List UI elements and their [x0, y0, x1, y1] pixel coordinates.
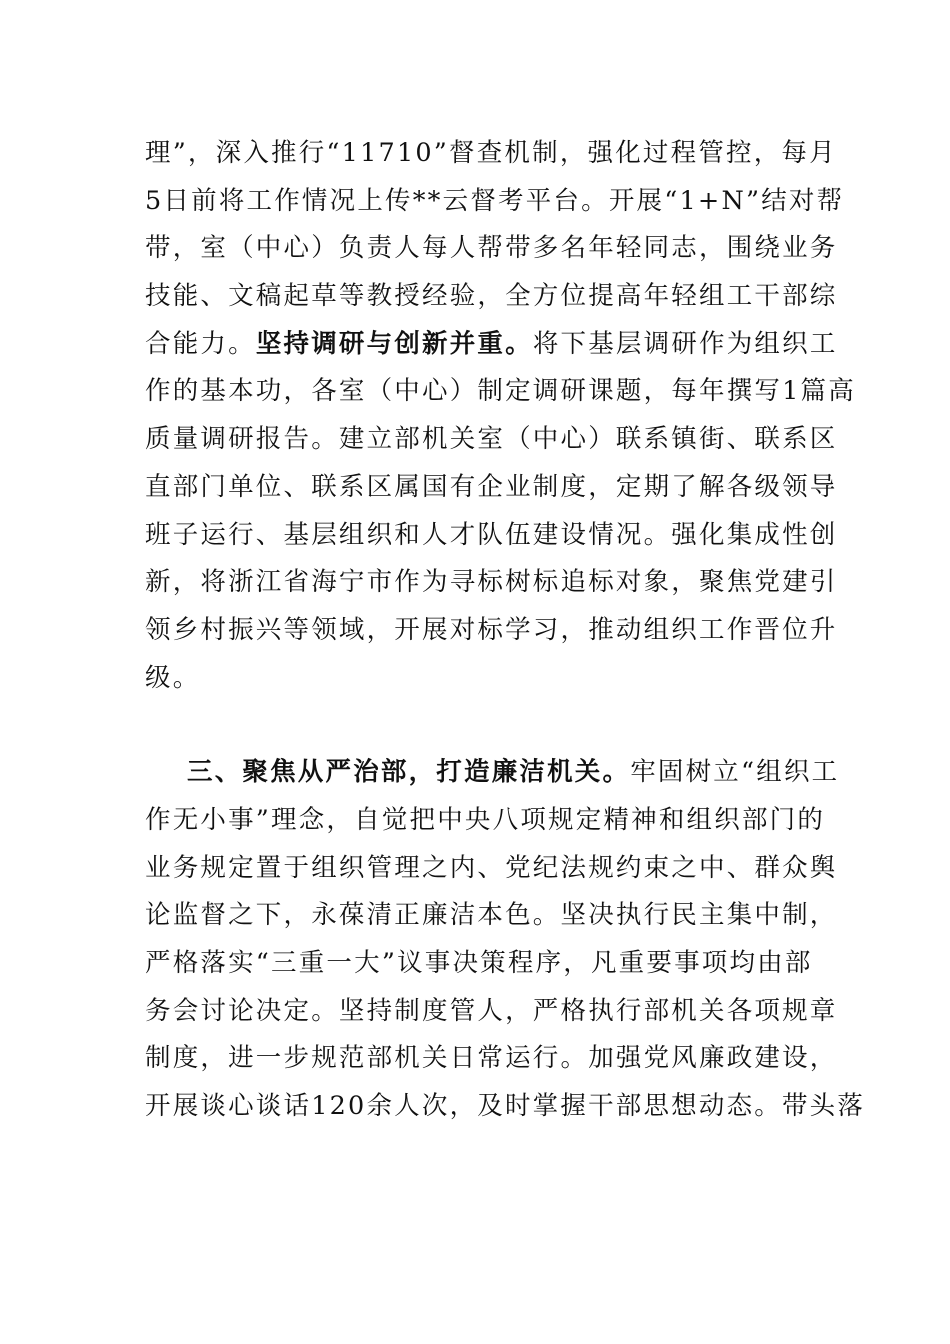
text-line	[145, 130, 837, 178]
body-text-segment: 制度，进一步规范部机关日常运行。加强党风廉政建设，	[145, 1043, 838, 1074]
body-text-segment: 技能、文稿起草等教授经验，全方位提高年轻组工干部综	[145, 281, 838, 312]
body-text-segment: 作的基本功，各室（中心）制定调研课题，每年撰写1篇高	[145, 376, 856, 407]
body-text-segment: 直部门单位、联系区属国有企业制度，定期了解各级领导	[145, 471, 838, 502]
bold-heading-text: 三、聚焦从严治部，打造廉洁机关。	[187, 757, 631, 788]
body-text-segment: 质量调研报告。建立部机关室（中心）联系镇街、联系区	[145, 424, 838, 455]
body-text-segment: 理”，深入推行“11710”督查机制，强化过程管控，每月	[145, 138, 837, 168]
text-line	[145, 845, 838, 893]
body-text-segment: 新，将浙江省海宁市作为寻标树标追标对象，聚焦党建引	[145, 567, 838, 598]
text-line	[145, 512, 838, 560]
text-line	[145, 988, 838, 1036]
text-line	[145, 892, 838, 940]
text-line	[145, 940, 813, 988]
text-line	[145, 273, 838, 321]
bold-heading-text: 坚持调研与创新并重。	[255, 328, 533, 359]
body-text-segment: 班子运行、基层组织和人才队伍建设情况。强化集成性创	[145, 519, 838, 550]
body-text-segment: 合能力。	[145, 328, 256, 359]
body-text-segment: 严格落实“三重一大”议事决策程序，凡重要事项均由部	[145, 948, 813, 978]
text-line	[145, 368, 856, 416]
document-body	[145, 130, 866, 1131]
body-text-segment: 5日前将工作情况上传**云督考平台。开展“1+N”结对帮	[145, 185, 845, 216]
text-line	[145, 321, 838, 369]
text-line	[145, 607, 838, 655]
text-line	[145, 225, 838, 273]
body-text-segment: 业务规定置于组织管理之内、党纪法规约束之中、群众舆	[145, 852, 838, 883]
body-text-segment: 务会讨论决定。坚持制度管人，严格执行部机关各项规章	[145, 995, 838, 1026]
body-text-segment: 将下基层调研作为组织工	[532, 328, 838, 359]
text-line	[145, 749, 840, 797]
body-text-segment: 级。	[145, 662, 201, 693]
body-text-segment: 作无小事”理念，自觉把中央八项规定精神和组织部门的	[145, 804, 826, 835]
text-line	[145, 416, 838, 464]
text-line	[145, 559, 838, 607]
text-line	[145, 1035, 838, 1083]
paragraph-1	[145, 130, 856, 702]
paragraph-gap	[145, 702, 810, 749]
text-line	[145, 655, 810, 703]
text-line	[145, 1083, 866, 1131]
paragraph-2	[145, 749, 866, 1131]
text-line	[145, 464, 838, 512]
body-text-segment: 牢固树立“组织工	[630, 757, 840, 788]
body-text-segment: 开展谈心谈话120余人次，及时掌握干部思想动态。带头落	[145, 1091, 866, 1122]
body-text-segment: 领乡村振兴等领域，开展对标学习，推动组织工作晋位升	[145, 614, 838, 645]
body-text-segment: 带，室（中心）负责人每人帮带多名年轻同志，围绕业务	[145, 233, 838, 264]
text-line	[145, 797, 826, 845]
body-text-segment: 论监督之下，永葆清正廉洁本色。坚决执行民主集中制，	[145, 900, 838, 931]
text-line	[145, 178, 845, 226]
